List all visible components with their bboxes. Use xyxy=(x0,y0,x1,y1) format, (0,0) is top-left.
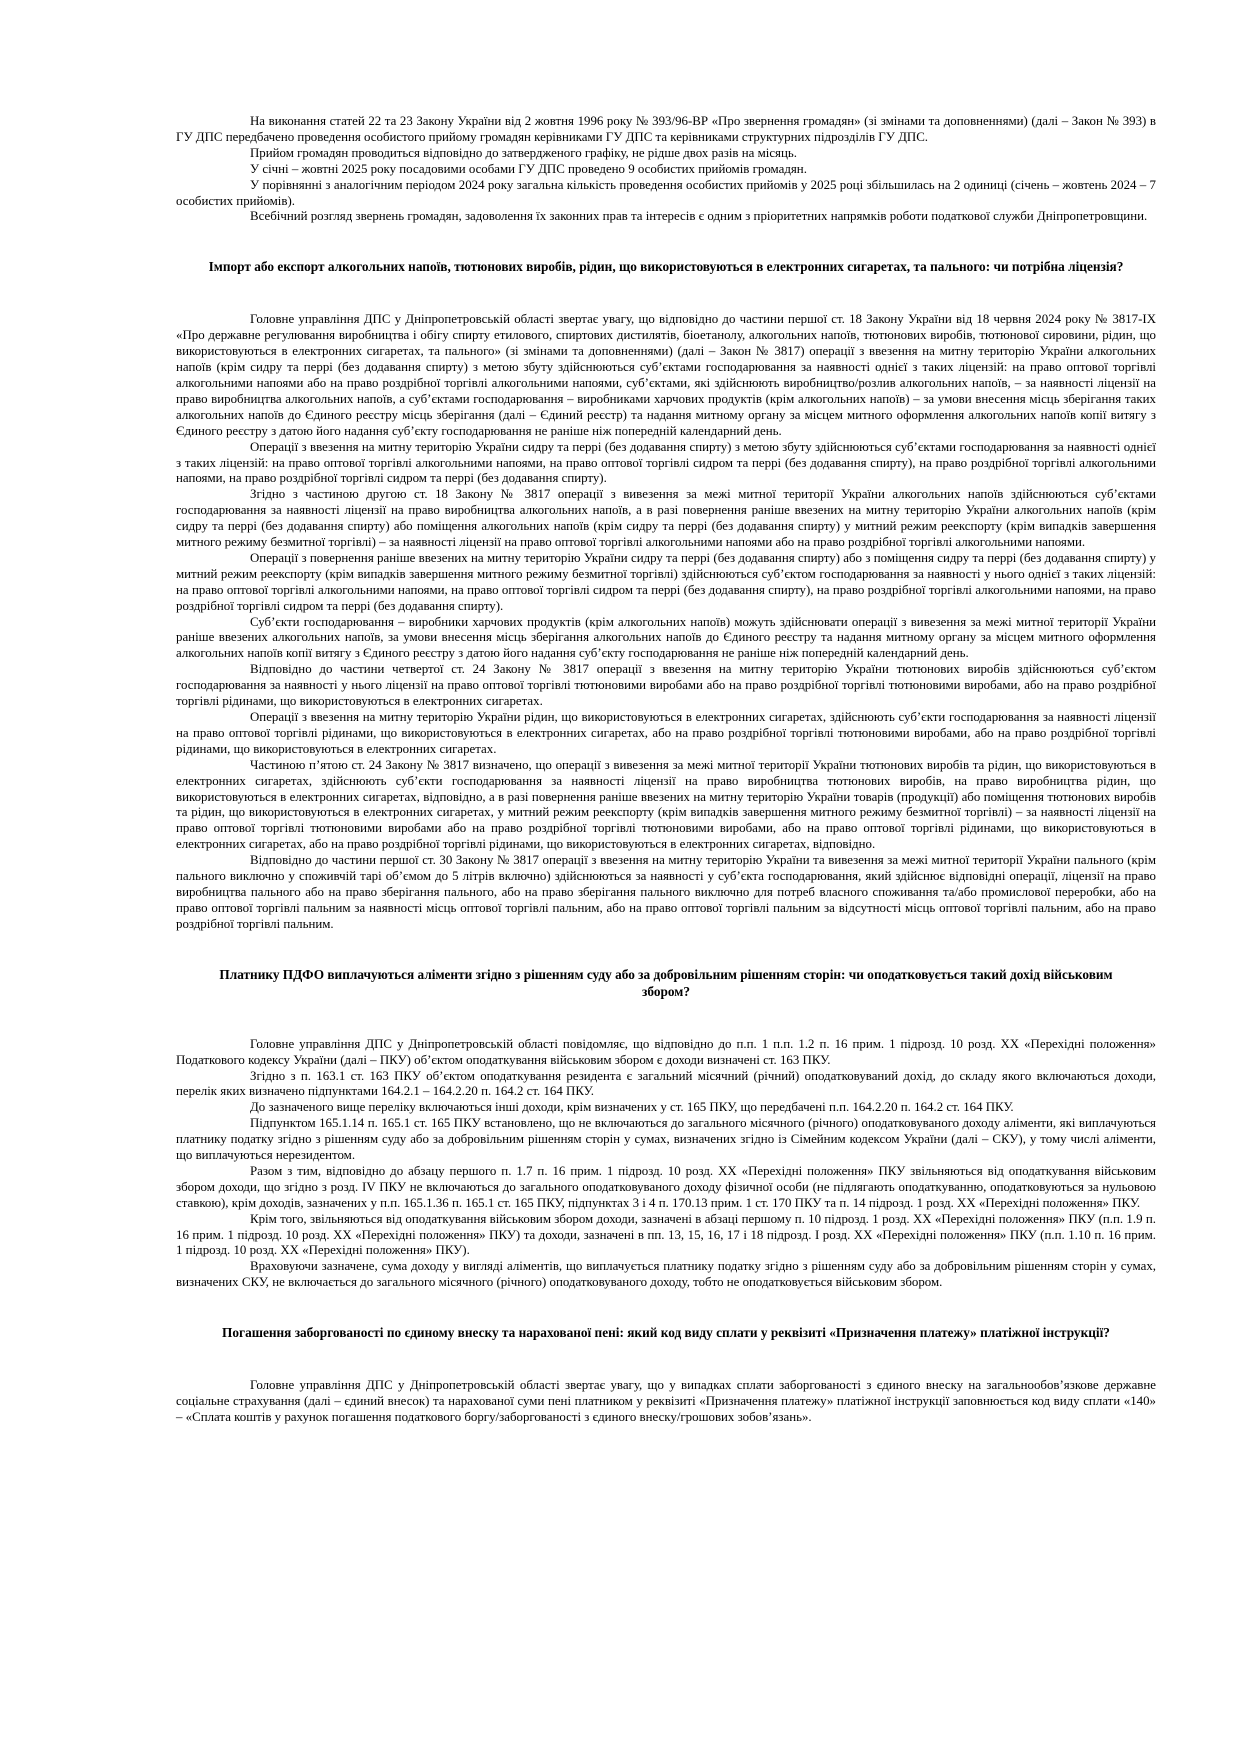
section2-paragraph: Враховуючи зазначене, сума доходу у вигляді аліментів, що виплачується платнику податку згідно з рішенням суду або за добровільним рішенням сторін у сумах, визначених СКУ, не включається до загального місячного (річного) оподатковуваного доходу, тобто не оподатковується військовим збором. xyxy=(176,1259,1156,1290)
section-heading-single-contribution-payment-code: Погашення заборгованості по єдиному внеску та нарахованої пені: який код виду сплати у реквізиті «Призначення платежу» платіжної інструкції? xyxy=(222,1325,1110,1341)
section1-paragraph: Операції з ввезення на митну територію України сидру та перрі (без додавання спирту) з метою збуту здійснюються суб’єктами господарювання за наявності однієї з таких ліцензій: на право оптової торгівлі алкогольними напоями, на право оптової торгівлі сидром та перрі (без додавання спирту), на право роздрібної торгівлі алкогольними напоями, на право роздрібної торгівлі сидром та перрі (без додавання спирту). xyxy=(176,439,1156,486)
section2-paragraph: Згідно з п. 163.1 ст. 163 ПКУ об’єктом оподаткування резидента є загальний місячний (річний) оподатковуваний дохід, до складу якого включаються доходи, перелік яких визначено підпунктами 164.2.1 – 164.2.20 п. 164.2 ст. 164 ПКУ. xyxy=(176,1068,1156,1099)
section1-paragraph: Частиною п’ятою ст. 24 Закону № 3817 визначено, що операції з вивезення за межі митної території України тютюнових виробів та рідин, що використовуються в електронних сигаретах, здійснюють суб’єкти господарювання за наявності ліцензії на право виробництва тютюнових виробів, на право виробництва рідин, що використовуються в електронних сигаретах, відповідно, а в разі повернення раніше ввезених на митну територію України товарів (продукції) або поміщення тютюнових виробів та рідин, що використовуються в електронних сигаретах, у митний режим реекспорту (крім випадків завершення митного режиму безмитної торгівлі) – за наявності ліцензії на право оптової торгівлі тютюновими виробами або на право роздрібної торгівлі тютюновими виробами, або на право оптової торгівлі рідинами, що використовуються в електронних сигаретах, або на право роздрібної торгівлі рідинами, що використовуються в електронних сигаретах, відповідно. xyxy=(176,757,1156,852)
section1-paragraph: Відповідно до частини четвертої ст. 24 Закону № 3817 операції з ввезення на митну територію України тютюнових виробів здійснюються суб’єктом господарювання за наявності у нього ліцензії на право оптової торгівлі тютюновими виробами або на право роздрібної торгівлі тютюновими виробами, або на право роздрібної торгівлі рідинами, що використовуються в електронних сигаретах. xyxy=(176,662,1156,709)
section-heading-alimony-military-levy: Платнику ПДФО виплачуються аліменти згідно з рішенням суду або за добровільним рішенням сторін: чи оподатковується такий дохід військовим збором? xyxy=(219,966,1113,999)
intro-paragraph: У порівнянні з аналогічним періодом 2024 року загальна кількість проведення особистих прийомів у 2025 році збільшилась на 2 одиниці (січень – жовтень 2024 – 7 особистих прийомів). xyxy=(176,177,1156,208)
section1-paragraph: Згідно з частиною другою ст. 18 Закону № 3817 операції з вивезення за межі митної території України алкогольних напоїв здійснюються суб’єктами господарювання за наявності ліцензії на право виробництва алкогольних напоїв, а в разі повернення раніше ввезених на митну територію України алкогольних напоїв (крім сидру та перрі (без додавання спирту) або поміщення алкогольних напоїв (крім сидру та перрі (без додавання спирту) у митний режим реекспорту (крім випадків завершення митного режиму безмитної торгівлі) – за наявності ліцензії на право оптової торгівлі алкогольними напоями або на право роздрібної торгівлі алкогольними напоями. xyxy=(176,487,1156,550)
section1-paragraph: Відповідно до частини першої ст. 30 Закону № 3817 операції з ввезення на митну територію України та вивезення за межі митної території України пального (крім пального виключно у споживчій тарі об’ємом до 5 літрів включно) здійснюються за наявності у суб’єкта господарювання, який здійснює відповідні операції, ліцензії на право виробництва пального або на право зберігання пального, або на право зберігання пального виключно для потреб власного споживання та/або промислової переробки, або на право оптової торгівлі пальним за наявності місць оптової торгівлі пальним, або на право оптової торгівлі пальним за відсутності місць оптової торгівлі пальним, або на право роздрібної торгівлі пальним. xyxy=(176,853,1156,931)
section2-paragraph: Головне управління ДПС у Дніпропетровській області повідомляє, що відповідно до п.п. 1 п.п. 1.2 п. 16 прим. 1 підрозд. 10 розд. XX «Перехідні положення» Податкового кодексу України (далі – ПКУ) об’єктом оподаткування військовим збором є доходи визначені ст. 163 ПКУ. xyxy=(176,1036,1156,1067)
document-page xyxy=(176,114,1156,1426)
section1-paragraph: Головне управління ДПС у Дніпропетровській області звертає увагу, що відповідно до частини першої ст. 18 Закону України від 18 червня 2024 року № 3817-IX «Про державне регулювання виробництва і обігу спирту етилового, спиртових дистилятів, біоетанолу, алкогольних напоїв, тютюнових виробів, тютюнової сировини, рідин, що використовуються в електронних сигаретах, та пального» (зі змінами та доповненнями) (далі – Закон № 3817) операції з ввезення на митну територію України алкогольних напоїв (крім сидру та перрі (без додавання спирту) з метою збуту здійснюються суб’єктами господарювання за наявності однієї з таких ліцензій: на право оптової торгівлі алкогольними напоями або на право роздрібної торгівлі алкогольними напоями, суб’єктами, які здійснюють виробництво/розлив алкогольних напоїв, – за наявності ліцензії на право виробництва алкогольних напоїв, а суб’єктами господарювання – виробниками харчових продуктів (крім алкогольних напоїв) – за умови внесення місць зберігання таких алкогольних напоїв до Єдиного реєстру місць зберігання (далі – Єдиний реєстр) та надання митному органу за місцем митного оформлення алкогольних напоїв копії витягу з Єдиного реєстру з датою його надання суб’єкту господарювання не раніше ніж попередній календарний день. xyxy=(176,312,1156,438)
section2-paragraph: Підпунктом 165.1.14 п. 165.1 ст. 165 ПКУ встановлено, що не включаються до загального місячного (річного) оподатковуваного доходу аліменти, які виплачуються платнику податку згідно з рішенням суду або за добровільним рішенням сторін у сумах, визначених згідно із Сімейним кодексом України (далі – СКУ), у тому числі аліменти, що виплачуються нерезидентом. xyxy=(176,1116,1156,1163)
section2-paragraph: Разом з тим, відповідно до абзацу першого п. 1.7 п. 16 прим. 1 підрозд. 10 розд. XX «Перехідні положення» ПКУ звільняються від оподаткування військовим збором доходи, що згідно з розд. IV ПКУ не включаються до загального оподатковуваного доходу фізичної особи (не підлягають оподаткуванню, оподатковуються за нульовою ставкою), крім доходів, зазначених у п.п. 165.1.36 п. 165.1 ст. 165 ПКУ, підпунктах 3 і 4 п. 170.13 прим. 1 ст. 170 ПКУ та п. 14 підрозд. 1 розд. XX «Перехідні положення» ПКУ. xyxy=(176,1163,1156,1210)
intro-paragraph: Всебічний розгляд звернень громадян, задоволення їх законних прав та інтересів є одним з пріоритетних напрямків роботи податкової служби Дніпропетровщини. xyxy=(250,209,1148,224)
section1-paragraph: Суб’єкти господарювання – виробники харчових продуктів (крім алкогольних напоїв) можуть здійснювати операції з вивезення за межі митної території України раніше ввезених алкогольних напоїв, за умови внесення місць зберігання алкогольних напоїв до Єдиного реєстру та надання митному органу за місцем митного оформлення алкогольних напоїв копії витягу з Єдиного реєстру з датою його надання суб’єкту господарювання не раніше ніж попередній календарний день. xyxy=(176,614,1156,661)
section2-paragraph: До зазначеного вище переліку включаються інші доходи, крім визначених у ст. 165 ПКУ, що передбачені п.п. 164.2.20 п. 164.2 ст. 164 ПКУ. xyxy=(250,1100,1014,1115)
section2-paragraph: Крім того, звільняються від оподаткування військовим збором доходи, зазначені в абзаці першому п. 10 підрозд. 1 розд. XX «Перехідні положення» ПКУ (п.п. 1.9 п. 16 прим. 1 підрозд. 10 розд. XX «Перехідні положення» ПКУ) та доходи, зазначені в пп. 13, 15, 16, 17 і 18 підрозд. I розд. XX «Перехідні положення» ПКУ (п.п. 1.10 п. 16 прим. 1 підрозд. 10 розд. XX «Перехідні положення» ПКУ). xyxy=(176,1211,1156,1258)
section3-paragraph: Головне управління ДПС у Дніпропетровській області звертає увагу, що у випадках сплати заборгованості з єдиного внеску на загальнообов’язкове державне соціальне страхування (далі – єдиний внесок) та нарахованої суми пені платником у реквізиті «Призначення платежу» платіжної інструкції заповнюється код виду сплати «140» – «Сплата коштів у рахунок погашення податкового боргу/заборгованості з єдиного внеску/грошових зобов’язань». xyxy=(176,1378,1156,1424)
section1-paragraph: Операції з повернення раніше ввезених на митну територію України сидру та перрі (без додавання спирту) або з поміщення сидру та перрі (без додавання спирту) у митний режим реекспорту (крім випадків завершення митного режиму безмитної торгівлі) здійснюються суб’єктом господарювання за наявності у нього однієї з таких ліцензій: на право оптової торгівлі алкогольними напоями, на право оптової торгівлі сидром та перрі (без додавання спирту), на право роздрібної торгівлі алкогольними напоями, на право роздрібної торгівлі сидром та перрі (без додавання спирту). xyxy=(176,550,1156,613)
section-heading-import-export-license: Імпорт або експорт алкогольних напоїв, тютюнових виробів, рідин, що використовуються в електронних сигаретах, та пального: чи потрібна ліцензія? xyxy=(208,259,1124,275)
section1-paragraph: Операції з ввезення на митну територію України рідин, що використовуються в електронних сигаретах, здійснюють суб’єкти господарювання за наявності ліцензії на право оптової торгівлі рідинами, що використовуються в електронних сигаретах, або на право роздрібної торгівлі тютюновими виробами, або на право роздрібної торгівлі рідинами, що використовуються в електронних сигаретах. xyxy=(176,710,1156,756)
intro-paragraph: У січні – жовтні 2025 року посадовими особами ГУ ДПС проведено 9 особистих прийомів громадян. xyxy=(250,161,807,176)
intro-paragraph: Прийом громадян проводиться відповідно до затвердженого графіку, не рідше двох разів на місяць. xyxy=(250,145,797,160)
intro-paragraph: На виконання статей 22 та 23 Закону України від 2 жовтня 1996 року № 393/96-ВР «Про звернення громадян» (зі змінами та доповненнями) (далі – Закон № 393) в ГУ ДПС передбачено проведення особистого прийому громадян керівниками ГУ ДПС та керівниками структурних підрозділів ГУ ДПС. xyxy=(176,114,1156,144)
